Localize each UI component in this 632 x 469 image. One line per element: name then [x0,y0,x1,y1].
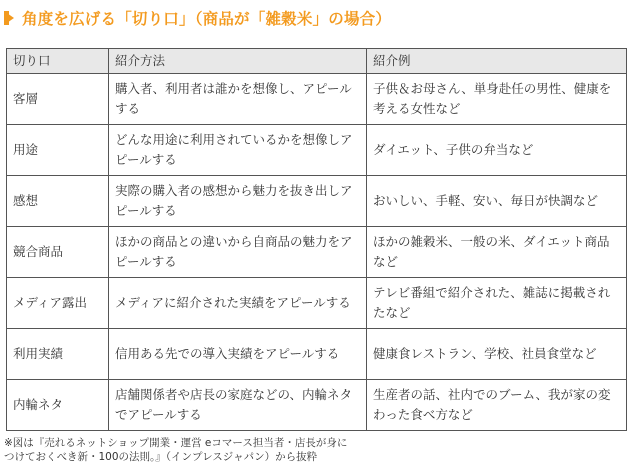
table-row [7,380,627,431]
cell-cut: 内輪ネタ [7,380,109,431]
cell-cut: 利用実績 [7,329,109,380]
header-example: 紹介例 [367,49,627,74]
table-row [7,278,627,329]
source-note-line: ※図は『売れるネットショップ開業・運営 eコマース担当者・店長が身に [4,437,348,449]
cell-method: 実際の購入者の感想から魅力を抜き出しアピールする [109,176,367,227]
cell-example: 生産者の話、社内でのブーム、我が家の変わった食べ方など [367,380,627,431]
table-row [7,329,627,380]
cell-example: ほかの雑穀米、一般の米、ダイエット商品など [367,227,627,278]
cell-example: 健康食レストラン、学校、社員食堂など [367,329,627,380]
cell-method: どんな用途に利用されているかを想像しアピールする [109,125,367,176]
cell-method: 信用ある先での導入実績をアピールする [109,329,367,380]
cell-cut: 客層 [7,74,109,125]
cell-cut: 競合商品 [7,227,109,278]
table-row [7,74,627,125]
cut-angle-table [6,48,627,431]
cell-method: ほかの商品との違いから自商品の魅力をアピールする [109,227,367,278]
cell-example: ダイエット、子供の弁当など [367,125,627,176]
source-note-line: つけておくべき新・100の法則。』（インプレスジャパン）から抜粋 [4,451,318,463]
header-method: 紹介方法 [109,49,367,74]
header-cut: 切り口 [7,49,109,74]
cell-example: 子供＆お母さん、単身赴任の男性、健康を考える女性など [367,74,627,125]
table-row [7,125,627,176]
cell-example: テレビ番組で紹介された、雑誌に掲載されたなど [367,278,627,329]
table-row [7,227,627,278]
table-row [7,176,627,227]
cell-method: メディアに紹介された実績をアピールする [109,278,367,329]
title-text: 角度を広げる「切り口」（商品が「雑穀米」の場合） [22,10,392,28]
cell-method: 購入者、利用者は誰かを想像し、アピールする [109,74,367,125]
cell-cut: 用途 [7,125,109,176]
section-title [4,6,391,30]
source-note [4,436,347,464]
table-header-row [7,49,627,74]
cell-cut: 感想 [7,176,109,227]
cell-example: おいしい、手軽、安い、毎日が快調など [367,176,627,227]
cell-method: 店舗関係者や店長の家庭などの、内輪ネタでアピールする [109,380,367,431]
cell-cut: メディア露出 [7,278,109,329]
orange-marker-icon [4,11,14,25]
